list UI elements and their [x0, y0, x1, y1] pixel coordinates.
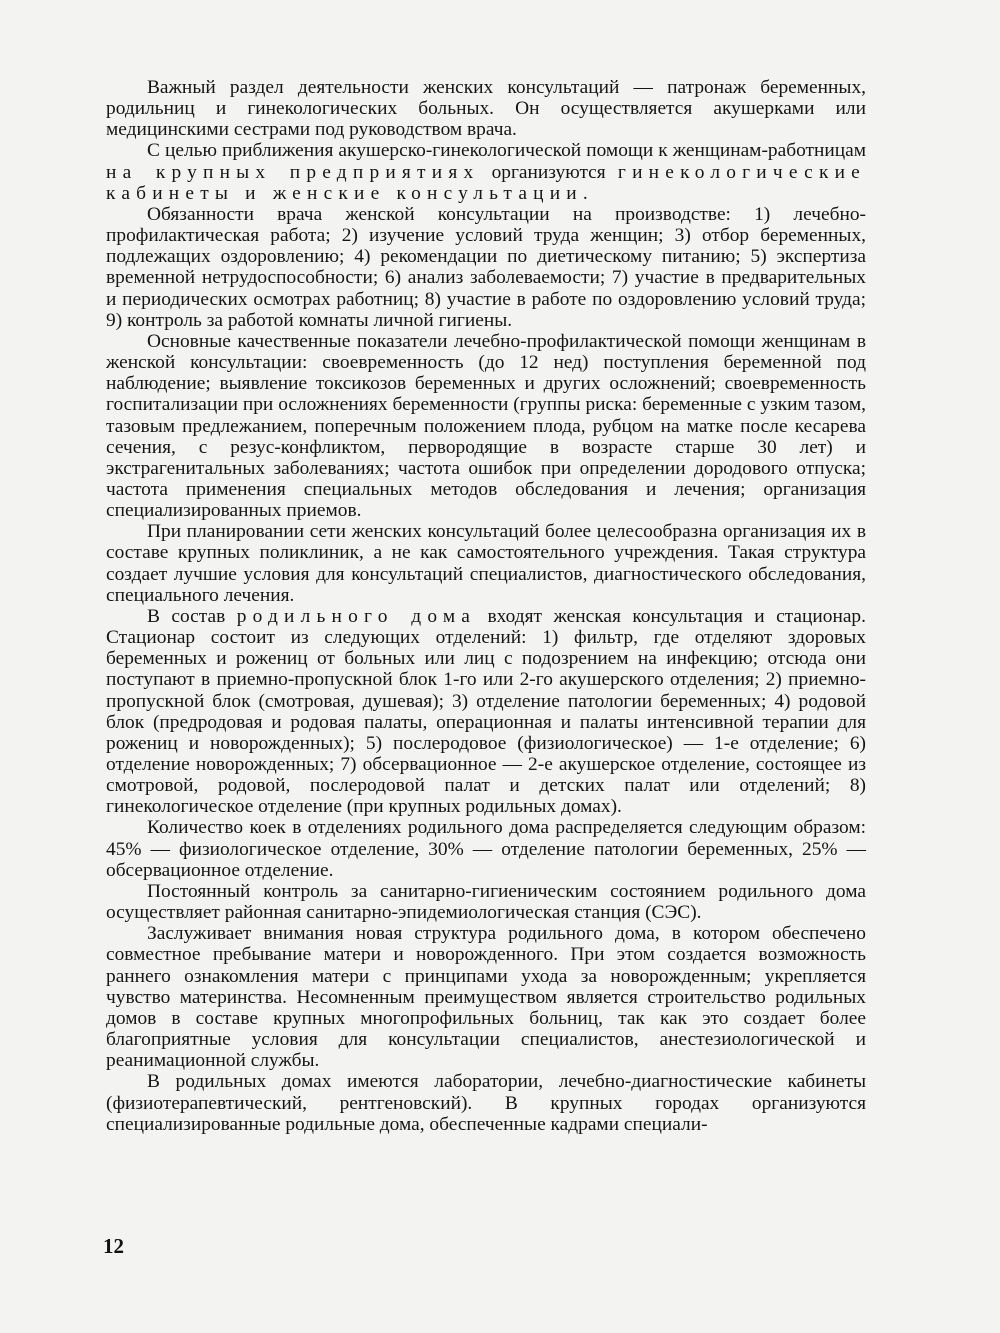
paragraph-10	[106, 1071, 866, 1134]
paragraph-6-emphasis: родильного дома	[236, 605, 477, 627]
paragraph-2-text-c: .	[582, 182, 588, 204]
paragraph-6-text-b: входят женская консультация и стационар. Стационар состоит из следующих отделений: 1) фильтр, где отделяют здоровых беременных и рожениц от больных или лиц с подозрением на инфекцию; отсюда они поступают в приемно-пропускной блок 1-го или 2-го акушерского отделения; 2) приемно-пропускной блок (смотровая, душевая); 3) отделение патологии беременных; 4) родовой блок (предродовая и родовая палаты, операционная и палаты интенсивной терапии для рожениц и новорожденных); 5) послеродовое (физиологическое) — 1-е отделение; 6) отделение новорожденных; 7) обсервационное — 2-е акушерское отделение, состоящее из смотровой, родовой, послеродовой палат и детских палат или отделений; 8) гинекологическое отделение (при крупных родильных домах).	[106, 605, 866, 818]
paragraph-8	[106, 881, 866, 923]
paragraph-2-emphasis-b: гинекологические кабинеты и женские консультации	[106, 161, 866, 204]
paragraph-5	[106, 521, 866, 606]
paragraph-3-text: Обязанности врача женской консультации на производстве: 1) лечебно-профилактическая работа; 2) изучение условий труда женщин; 3) отбор беременных, подлежащих оздоровлению; 4) рекомендации по диетическому питанию; 5) экспертиза временной нетрудоспособности; 6) анализ заболеваемости; 7) участие в предварительных и периодических осмотрах работниц; 8) участие в работе по оздоровлению условий труда; 9) контроль за работой комнаты личной гигиены.	[106, 203, 866, 331]
paragraph-9	[106, 923, 866, 1071]
paragraph-6	[106, 606, 866, 818]
paragraph-7-text: Количество коек в отделениях родильного дома распределяется следующим образом: 45% — физиологическое отделение, 30% — отделение патологии беременных, 25% — обсервационное отделение.	[106, 817, 866, 881]
paragraph-6-text-a: В состав	[147, 605, 237, 627]
paragraph-7	[106, 817, 866, 880]
paragraph-2	[106, 140, 866, 203]
paragraph-4-text: Основные качественные показатели лечебно-профилактической помощи женщинам в женской консультации: своевременность (до 12 нед) поступления беременной под наблюдение; выявление токсикозов беременных и других осложнений; своевременность госпитализации при осложнениях беременности (группы риска: беременные с узким тазом, тазовым предлежанием, поперечным положением плода, рубцом на матке после кесарева сечения, с резус-конфликтом, первородящие в возрасте старше 30 лет) и экстрагенитальных заболеваниях; частота ошибок при определении дородового отпуска; частота применения специальных методов обследования и лечения; организация специализированных приемов.	[106, 330, 866, 522]
paragraph-9-text: Заслуживает внимания новая структура родильного дома, в котором обеспечено совместное пребывание матери и новорожденного. При этом создается возможность раннего ознакомления матери с принципами ухода за новорожденным; укрепляется чувство материнства. Несомненным преимуществом является строительство родильных домов в составе крупных многопрофильных больниц, так как это создает более благоприятные условия для консультации специалистов, анестезиологической и реанимационной службы.	[106, 923, 866, 1072]
paragraph-3	[106, 204, 866, 331]
paragraph-4	[106, 331, 866, 521]
paragraph-1-text: Важный раздел деятельности женских консультаций — патронаж беременных, родильниц и гинекологических больных. Он осуществляется акушерками или медицинскими сестрами под руководством врача.	[106, 77, 866, 141]
paragraph-2-emphasis-a: на крупных предприятиях	[106, 161, 480, 183]
paragraph-2-text-a: С целью приближения акушерско-гинекологической помощи к женщинам-работницам	[147, 140, 866, 162]
page-number: 12	[103, 1234, 124, 1258]
page-text-column	[106, 77, 866, 1135]
paragraph-8-text: Постоянный контроль за санитарно-гигиеническим состоянием родильного дома осуществляет районная санитарно-эпидемиологическая станция (СЭС).	[106, 880, 866, 924]
paragraph-2-text-b: организуются	[479, 161, 618, 183]
paragraph-10-text: В родильных домах имеются лаборатории, лечебно-диагностические кабинеты (физиотерапевтический, рентгеновский). В крупных городах организуются специализированные родильные дома, обеспеченные кадрами специали-	[106, 1071, 866, 1135]
paragraph-1	[106, 77, 866, 140]
paragraph-5-text: При планировании сети женских консультаций более целесообразна организация их в составе крупных поликлиник, а не как самостоятельного учреждения. Такая структура создает лучшие условия для консультаций специалистов, диагностического обследования, специального лечения.	[106, 521, 866, 606]
